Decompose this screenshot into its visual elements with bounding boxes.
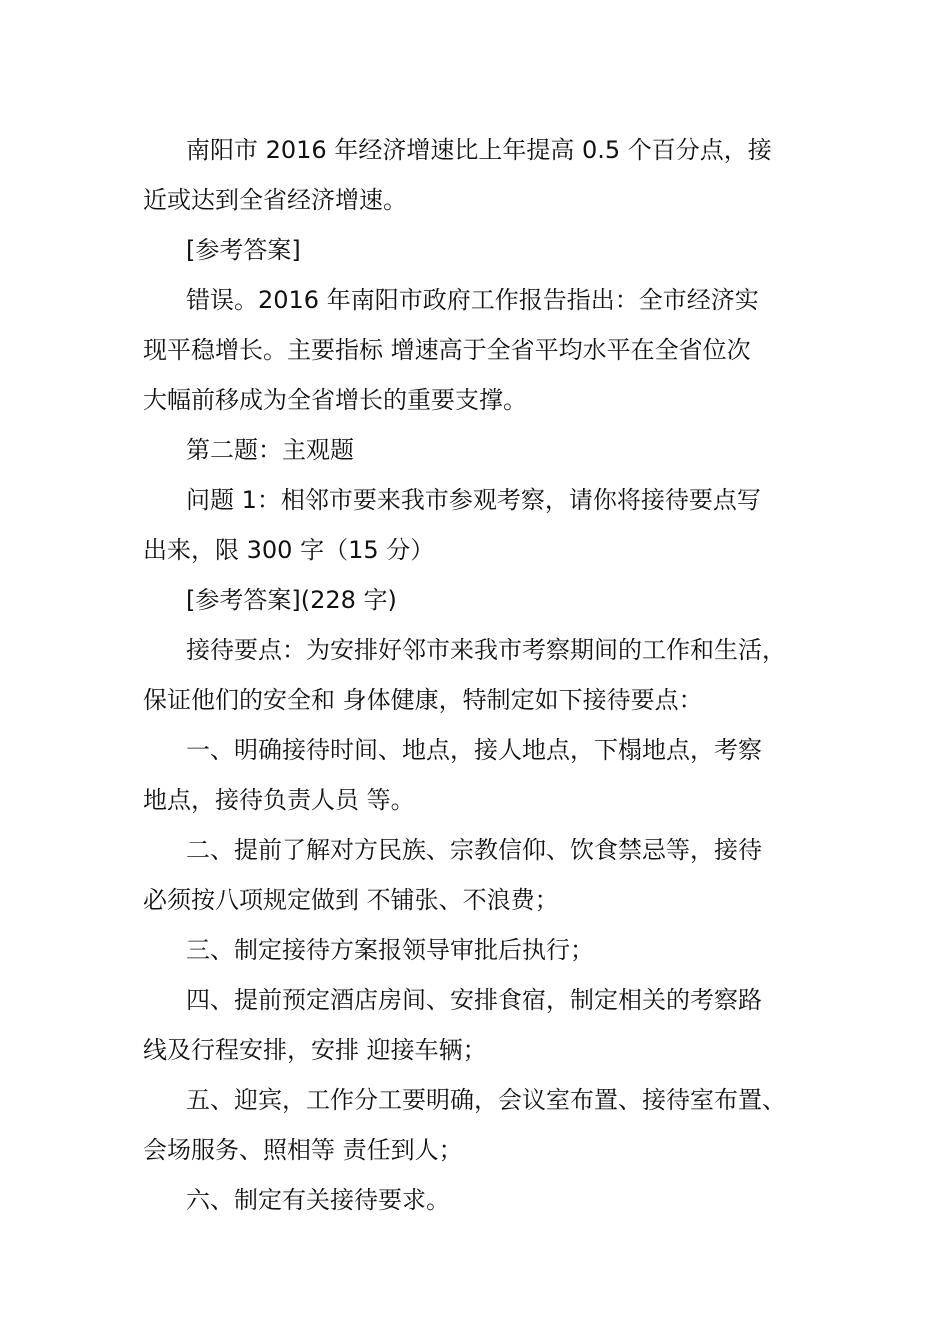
paragraph-line: 南阳市 2016 年经济增速比上年提高 0.5 个百分点，接 (186, 136, 772, 164)
paragraph-line: 保证他们的安全和 身体健康，特制定如下接待要点： (143, 686, 703, 714)
paragraph-line: 现平稳增长。主要指标 增速高于全省平均水平在全省位次 (143, 336, 751, 364)
paragraph-line: 近或达到全省经济增速。 (143, 186, 407, 214)
list-item: 五、迎宾，工作分工要明确，会议室布置、接待室布置、 (186, 1086, 786, 1114)
list-item: 地点，接待负责人员 等。 (143, 786, 415, 814)
list-item: 必须按八项规定做到 不铺张、不浪费； (143, 886, 559, 914)
list-item: 二、提前了解对方民族、宗教信仰、饮食禁忌等，接待 (186, 836, 762, 864)
question-line: 出来，限 300 字（15 分） (143, 536, 435, 564)
list-item: 三、制定接待方案报领导审批后执行； (186, 936, 594, 964)
answer-heading: [参考答案] (186, 236, 301, 264)
list-item: 四、提前预定酒店房间、安排食宿，制定相关的考察路 (186, 986, 762, 1014)
section-heading: 第二题：主观题 (186, 436, 354, 464)
paragraph-line: 大幅前移成为全省增长的重要支撑。 (143, 386, 527, 414)
list-item: 六、制定有关接待要求。 (186, 1186, 450, 1214)
paragraph-line: 接待要点：为安排好邻市来我市考察期间的工作和生活， (186, 636, 786, 664)
list-item: 会场服务、照相等 责任到人； (143, 1136, 463, 1164)
question-line: 问题 1：相邻市要来我市参观考察，请你将接待要点写 (186, 486, 761, 514)
list-item: 一、明确接待时间、地点，接人地点，下榻地点，考察 (186, 736, 762, 764)
list-item: 线及行程安排，安排 迎接车辆； (143, 1036, 487, 1064)
answer-heading: [参考答案](228 字) (186, 586, 397, 614)
paragraph-line: 错误。2016 年南阳市政府工作报告指出：全市经济实 (186, 286, 759, 314)
